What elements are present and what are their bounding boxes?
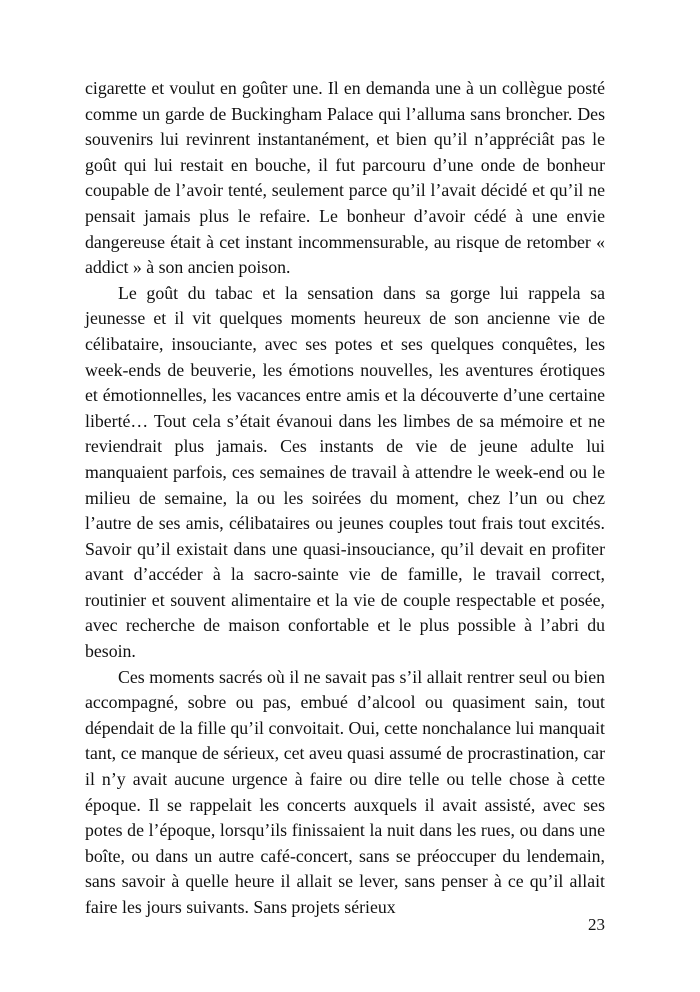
page-number: 23 — [588, 915, 605, 934]
paragraph-3: Ces moments sacrés où il ne savait pas s’il allait rentrer seul ou bien accompagné, sobre ou pas, embué d’alcool ou quasiment sain, tout dépendait de la fille qu’il convoitait. Oui, cette nonchalance lui manquait tant, ce manque de sérieux, cet aveu quasi assumé de procrastination, car il n’y avait aucune urgence à faire ou dire telle ou telle chose à cette époque. Il se rappelait les concerts auxquels il avait assisté, avec ses potes de l’époque, lorsqu’ils finissaient la nuit dans les rues, ou dans une boîte, ou dans un autre café-concert, sans se préoccuper du lendemain, sans savoir à quelle heure il allait se lever, sans penser à ce qu’il allait faire les jours suivants. Sans projets sérieux — [85, 666, 605, 917]
paragraph-2: Le goût du tabac et la sensation dans sa gorge lui rappela sa jeunesse et il vit quelques moments heureux de son ancienne vie de célibataire, insouciante, avec ses potes et ses quelques conquêtes, les week-ends de beuverie, les émotions nouvelles, les aventures érotiques et émotionnelles, les vacances entre amis et la découverte d’une certaine liberté… Tout cela s’était évanoui dans les limbes de sa mémoire et ne reviendrait plus jamais. Ces instants de vie de jeune adulte lui manquaient parfois, ces semaines de travail à attendre le week-end ou le milieu de semaine, la ou les soirées du moment, chez l’un ou chez l’autre de ses amis, célibataires ou jeunes couples tout frais tout excités. Savoir qu’il existait dans une quasi-insouciance, qu’il devait en profiter avant d’accéder à la sacro-sainte vie de famille, le travail correct, routinier et souvent alimentaire et la vie de couple respectable et posée, avec recherche de maison confortable et le plus possible à l’abri du besoin. — [85, 282, 605, 662]
paragraph-1: cigarette et voulut en goûter une. Il en demanda une à un collègue posté comme un garde de Buckingham Palace qui l’alluma sans broncher. Des souvenirs lui revinrent instantanément, et bien qu’il n’appréciât pas le goût qui lui restait en bouche, il fut parcouru d’une onde de bonheur coupable de l’avoir tenté, seulement parce qu’il l’avait décidé et qu’il ne pensait jamais plus le refaire. Le bonheur d’avoir cédé à une envie dangereuse était à cet instant incommensurable, au risque de retomber « addict » à son ancien poison. — [85, 78, 605, 278]
page-body — [85, 76, 605, 921]
